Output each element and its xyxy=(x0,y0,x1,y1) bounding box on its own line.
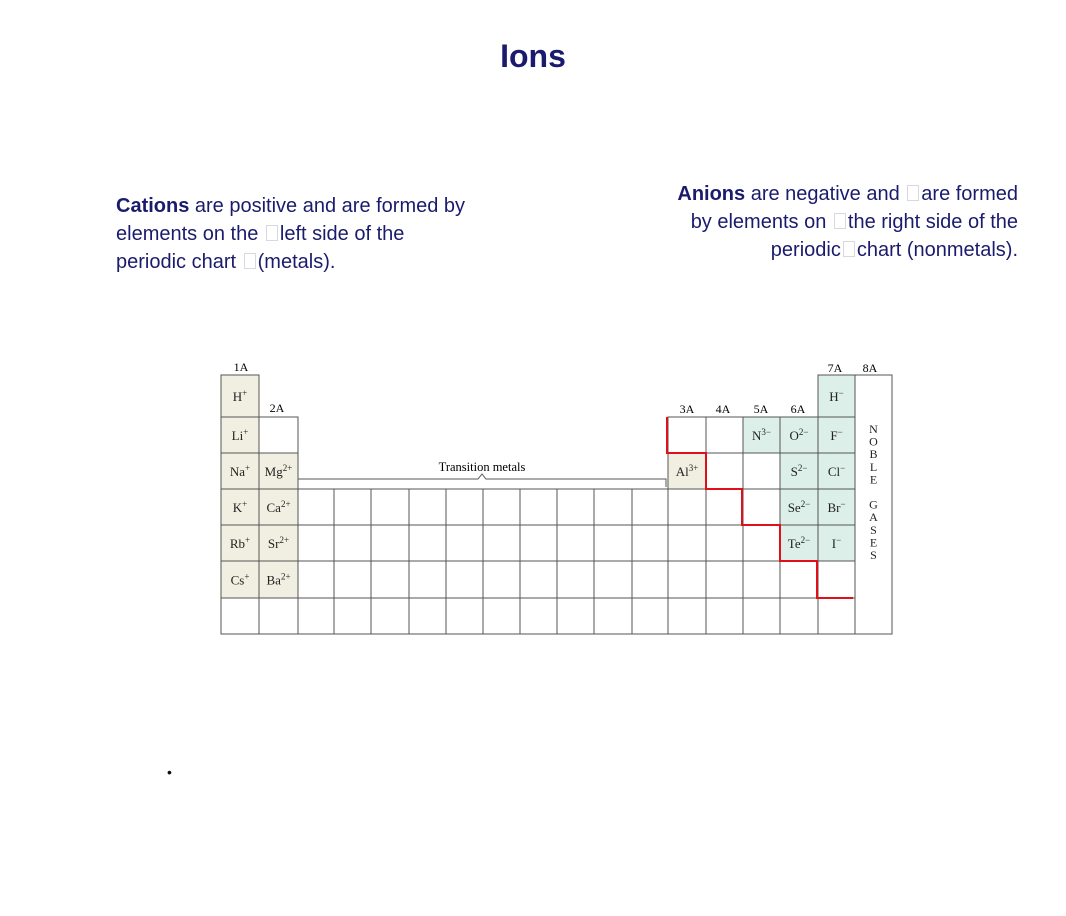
element-cell xyxy=(668,417,706,453)
noble-gases-letter: E xyxy=(869,535,878,550)
anions-description: Anions are negative and are formed by elements on the right side of the periodic chart (nonmetals). xyxy=(677,183,1018,261)
element-cell xyxy=(780,561,818,598)
placeholder-glyph-icon xyxy=(907,185,919,201)
cation-ion-label: $Ba^{2+}$ xyxy=(266,571,291,588)
element-cell xyxy=(668,598,706,634)
element-cell xyxy=(632,561,668,598)
element-cell xyxy=(371,525,409,561)
element-cell xyxy=(446,561,483,598)
noble-gases-letter: O xyxy=(869,434,878,449)
noble-gases-letter: E xyxy=(869,472,878,487)
element-cell xyxy=(706,489,743,525)
element-cell xyxy=(743,598,780,634)
element-cell xyxy=(483,489,520,525)
anion-ion-label: Br− xyxy=(827,499,846,515)
element-cell xyxy=(706,598,743,634)
element-cell xyxy=(520,598,557,634)
element-cell xyxy=(668,561,706,598)
placeholder-glyph-icon xyxy=(244,253,256,269)
element-cell xyxy=(743,525,780,561)
placeholder-glyph-icon xyxy=(843,241,855,257)
element-cell xyxy=(298,525,334,561)
element-cell xyxy=(706,561,743,598)
placeholder-glyph-icon xyxy=(266,225,278,241)
element-cell xyxy=(446,598,483,634)
element-cell xyxy=(371,489,409,525)
element-cell xyxy=(520,489,557,525)
group-label-5a: 5A xyxy=(753,402,769,416)
noble-gases-letter: B xyxy=(869,447,878,462)
element-cell xyxy=(298,561,334,598)
element-cell xyxy=(668,525,706,561)
group-label-4a: 4A xyxy=(715,402,731,416)
element-cell xyxy=(818,598,855,634)
element-cell xyxy=(632,489,668,525)
anions-term: Anions xyxy=(677,183,746,205)
element-cell xyxy=(221,598,259,634)
noble-gases-letter: G xyxy=(869,497,878,512)
element-cell xyxy=(409,561,446,598)
group-label-3a: 3A xyxy=(679,402,695,416)
element-cell xyxy=(818,561,855,598)
element-cell xyxy=(557,525,594,561)
element-cell xyxy=(334,489,371,525)
element-cell xyxy=(334,598,371,634)
element-cell xyxy=(743,489,780,525)
noble-gases-letter: S xyxy=(870,548,877,562)
placeholder-glyph-icon xyxy=(834,213,846,229)
element-cell xyxy=(594,561,632,598)
element-cell xyxy=(520,561,557,598)
element-cell xyxy=(706,417,743,453)
group-label-6a: 6A xyxy=(790,402,806,416)
anion-ion-label: $Te^{2-}$ xyxy=(787,535,811,551)
element-cell xyxy=(706,453,743,489)
element-cell xyxy=(743,561,780,598)
anion-ion-label: $S^{2-}$ xyxy=(790,463,808,479)
element-cell xyxy=(557,489,594,525)
element-cell xyxy=(409,489,446,525)
element-cell xyxy=(334,561,371,598)
element-cell xyxy=(594,489,632,525)
group-label-8a: 8A xyxy=(862,361,878,375)
element-cell xyxy=(594,598,632,634)
element-cell xyxy=(409,598,446,634)
cation-ion-label: $Sr^{2+}$ xyxy=(267,535,290,551)
anion-ion-label: Cl− xyxy=(827,463,846,479)
cation-ion-label: $Al^{3+}$ xyxy=(675,463,699,479)
anion-ion-label: H− xyxy=(829,388,844,404)
transition-metals-bracket xyxy=(298,474,666,487)
element-cell xyxy=(483,525,520,561)
element-cell xyxy=(632,525,668,561)
group-label-2a: 2A xyxy=(269,401,285,415)
anion-ion-label: F− xyxy=(830,427,843,443)
anion-ion-label: I− xyxy=(831,535,842,551)
noble-gases-letter: L xyxy=(869,459,878,474)
element-cell xyxy=(557,561,594,598)
noble-gases-letter: A xyxy=(869,510,878,525)
group-label-7a: 7A xyxy=(827,361,843,375)
noble-gases-letter: S xyxy=(870,522,877,537)
element-cell xyxy=(594,525,632,561)
cations-description: Cations are positive and are formed by elements on the left side of the periodic chart (metals). xyxy=(116,195,466,273)
element-cell xyxy=(706,525,743,561)
element-cell xyxy=(371,598,409,634)
element-cell xyxy=(259,598,298,634)
element-cell xyxy=(483,598,520,634)
element-cell xyxy=(298,598,334,634)
anion-ion-label: $N^{3-}$ xyxy=(752,427,771,443)
element-cell xyxy=(334,525,371,561)
element-cell xyxy=(409,525,446,561)
element-cell xyxy=(780,598,818,634)
cation-ion-label: H+ xyxy=(232,388,248,404)
cation-ion-label: Cs+ xyxy=(230,571,250,588)
page-title: Ions xyxy=(500,38,566,74)
footnote-mark: • xyxy=(167,764,172,780)
element-cell xyxy=(259,417,298,453)
element-cell xyxy=(557,598,594,634)
anion-ion-label: $Se^{2-}$ xyxy=(787,499,811,515)
element-cell xyxy=(371,561,409,598)
element-cell xyxy=(520,525,557,561)
element-cell xyxy=(483,561,520,598)
cation-ion-label: $Mg^{2+}$ xyxy=(264,463,293,479)
cations-term: Cations xyxy=(116,195,190,217)
cation-ion-label: Na+ xyxy=(229,463,251,479)
cation-ion-label: Rb+ xyxy=(229,535,251,551)
element-cell xyxy=(743,453,780,489)
element-cell xyxy=(446,489,483,525)
noble-gases-letter: N xyxy=(869,422,878,436)
anion-ion-label: $O^{2-}$ xyxy=(789,427,809,443)
element-cell xyxy=(668,489,706,525)
cation-ion-label: K+ xyxy=(232,499,248,515)
element-cell xyxy=(446,525,483,561)
cation-ion-label: $Ca^{2+}$ xyxy=(266,499,291,515)
transition-metals-label: Transition metals xyxy=(438,460,526,474)
element-cell xyxy=(632,598,668,634)
element-cell xyxy=(298,489,334,525)
periodic-table-diagram xyxy=(200,355,900,645)
cation-ion-label: Li+ xyxy=(231,427,249,443)
group-label-1a: 1A xyxy=(233,360,249,374)
